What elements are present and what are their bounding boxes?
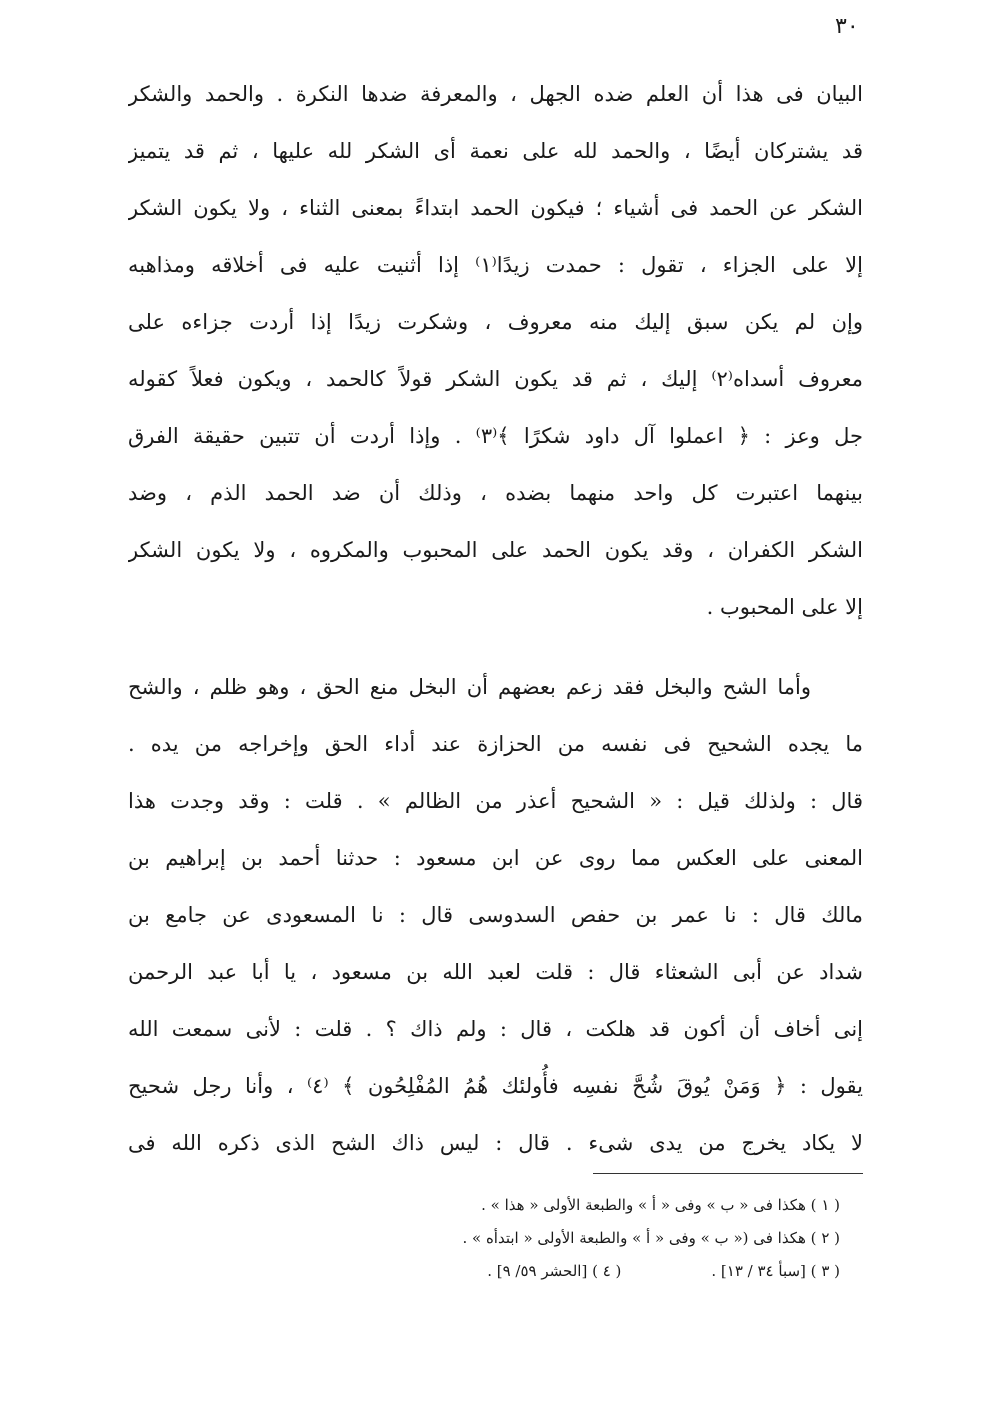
- text-line: الشكر الكفران ، وقد يكون الحمد على المحبوب والمكروه ، ولا يكون الشكر: [128, 538, 863, 562]
- text-line: إلا على المحبوب .: [706, 595, 863, 619]
- text-line: بينهما اعتبرت كل واحد منهما بضده ، وذلك أن ضد الحمد الذم ، وضد: [128, 481, 863, 505]
- text-line: جل وعز : ﴿ اعملوا آل داود شكرًا ﴾⁽٣⁾ . وإذا أردت أن تتبين حقيقة الفرق: [128, 424, 863, 448]
- text-line: يقول : ﴿ وَمَنْ يُوقَ شُحَّ نفسِه فأُولئك هُمُ المُفْلِحُون ﴾ ⁽٤⁾ ، وأنا رجل شحيح: [128, 1074, 863, 1098]
- text-line: شداد عن أبى الشعثاء قال : قلت لعبد الله بن مسعود ، يا أبا عبد الرحمن: [128, 960, 863, 984]
- paragraph: [128, 659, 863, 1172]
- footnote-3: ( ٣ ) [سبأ ٣٤ / ١٣] .: [711, 1262, 840, 1280]
- footnote-divider: [593, 1173, 863, 1174]
- text-line: وأما الشح والبخل فقد زعم بعضهم أن البخل منع الحق ، وهو ظلم ، والشح: [128, 675, 811, 699]
- text-line: مالك قال : نا عمر بن حفص السدوسى قال : نا المسعودى عن جامع بن: [128, 903, 863, 927]
- paragraph-spacer: [128, 636, 863, 659]
- footnote-2: ( ٢ ) هكذا فى (« ب » وفى « أ » والطبعة الأولى « ابتدأه » .: [462, 1229, 840, 1247]
- text-line: لا يكاد يخرج من يدى شىء . قال : ليس ذاك الشح الذى ذكره الله فى: [128, 1131, 863, 1155]
- footnotes: [200, 1189, 840, 1288]
- text-line: إلا على الجزاء ، تقول : حمدت زيدًا⁽١⁾ إذا أثنيت عليه فى أخلاقه ومذاهبه: [128, 253, 863, 277]
- text-line: الشكر عن الحمد فى أشياء ؛ فيكون الحمد ابتداءً بمعنى الثناء ، ولا يكون الشكر: [128, 196, 863, 220]
- text-line: إنى أخاف أن أكون قد هلكت ، قال : ولم ذاك ؟ . قلت : لأنى سمعت الله: [128, 1017, 863, 1041]
- footnote-1: ( ١ ) هكذا فى « ب » وفى « أ » والطبعة الأولى « هذا » .: [481, 1196, 840, 1214]
- text-line: المعنى على العكس مما روى عن ابن مسعود : حدثنا أحمد بن إبراهيم بن: [128, 846, 863, 870]
- text-line: معروف أسداه⁽٢⁾ إليك ، ثم قد يكون الشكر قولاً كالحمد ، ويكون فعلاً كقوله: [128, 367, 863, 391]
- text-line: قد يشتركان أيضًا ، والحمد لله على نعمة أى الشكر لله عليها ، ثم قد يتميز: [128, 139, 863, 163]
- text-line: ما يجده الشحيح فى نفسه من الحزازة عند أداء الحق وإخراجه من يده .: [128, 732, 863, 756]
- text-line: وإن لم يكن سبق إليك منه معروف ، وشكرت زيدًا إذا أردت جزاءه على: [128, 310, 863, 334]
- page-number: ٣٠: [835, 14, 859, 39]
- body-text: [128, 66, 863, 1172]
- footnote-row: [200, 1255, 840, 1288]
- text-line: قال : ولذلك قيل : « الشحيح أعذر من الظالم » . قلت : وقد وجدت هذا: [128, 789, 863, 813]
- footnote-4: ( ٤ ) [الحشر ٥٩/ ٩] .: [487, 1262, 622, 1280]
- text-line: البيان فى هذا أن العلم ضده الجهل ، والمعرفة ضدها النكرة . والحمد والشكر: [128, 82, 863, 106]
- paragraph: [128, 66, 863, 636]
